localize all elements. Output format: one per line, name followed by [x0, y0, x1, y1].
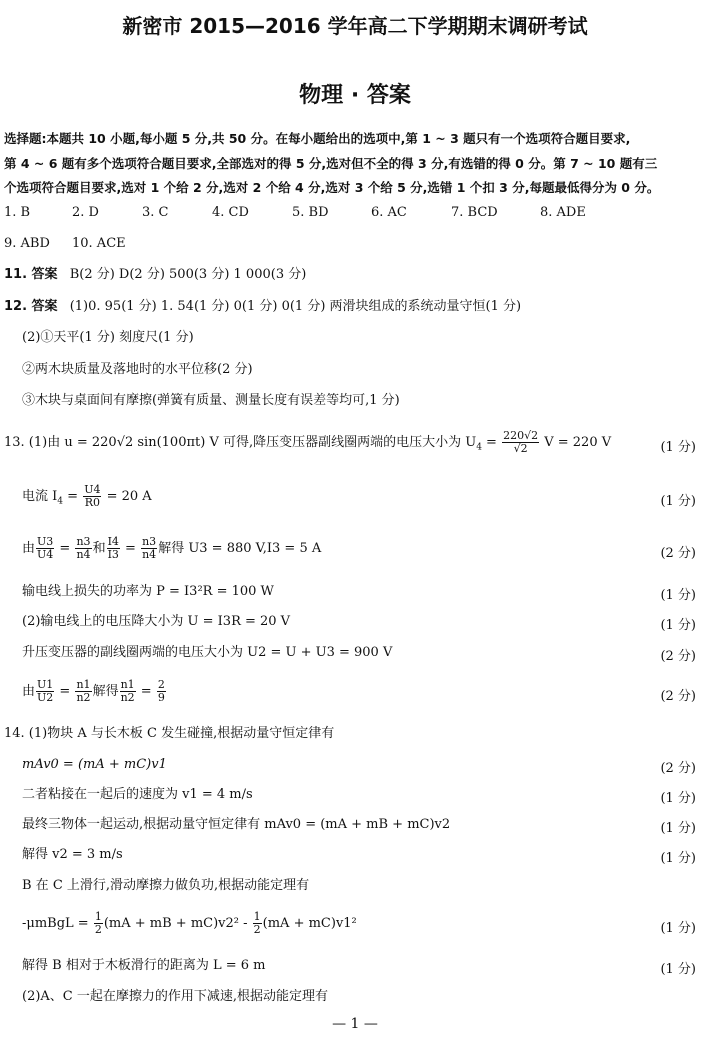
fraction: $\frac{2}{9}$ [157, 678, 165, 704]
fraction: $\frac{1}{2}$ [94, 910, 102, 936]
q11-label: 11. 答案 [4, 267, 58, 282]
mc-answer: 3. C [142, 205, 169, 220]
fraction: $\frac{n1}{n2}$ [120, 678, 135, 704]
points: (1 分) [660, 791, 696, 806]
q12-text: (1)0. 95(1 分) 1. 54(1 分) 0(1 分) 0(1 分) 两滑块组成的系统动量守恒(1 分) [69, 299, 522, 314]
q14-line-2: mAv0 = (mA + mC)v1 [22, 757, 167, 772]
mc-answer: 10. ACE [72, 236, 126, 251]
q14-line-3: 二者粘接在一起后的速度为 v1 = 4 m/s [22, 787, 253, 802]
q12-answer [4, 299, 521, 315]
q13-line-3: 由 $\frac{U3}{U4}$ = $\frac{n3}{n4}$ 和 $\frac{I4}{I3}$ = $\frac{n3}{n4}$ 解得 U3 = 880 V,I3 = 5 A [22, 535, 322, 561]
q13-line-4: 输电线上损失的功率为 P = I3²R = 100 W [22, 584, 274, 599]
points: (2 分) [660, 761, 696, 776]
points: (1 分) [660, 851, 696, 866]
fraction: $\frac{1}{2}$ [253, 910, 261, 936]
q14-line-6: B 在 C 上滑行,滑动摩擦力做负功,根据动能定理有 [22, 878, 310, 893]
fraction: $\frac{n1}{n2}$ [76, 678, 91, 704]
fraction: $\frac{n3}{n4}$ [142, 535, 157, 561]
mc-intro-line-2: 第 4 ~ 6 题有多个选项符合题目要求,全部选对的得 5 分,选对但不全的得 3 分,有选错的得 0 分。第 7 ~ 10 题有三 [4, 156, 658, 171]
q13-line-1: 13. (1)由 u = 220√2 sin(100πt) V 可得,降压变压器副线圈两端的电压大小为 $U_4$ = $\frac{220√2}{√2}$ V = 220 V [4, 429, 612, 455]
q14-line-5: 解得 v2 = 3 m/s [22, 847, 123, 862]
fraction: $\frac{n3}{n4}$ [76, 535, 91, 561]
q12-line-2: (2)①天平(1 分) 刻度尺(1 分) [22, 330, 194, 345]
points: (1 分) [660, 821, 696, 836]
points: (1 分) [660, 921, 696, 936]
q13-line-6: 升压变压器的副线圈两端的电压大小为 U2 = U + U3 = 900 V [22, 645, 393, 660]
points: (1 分) [660, 494, 696, 509]
q14-line-7: -μmBgL = $\frac{1}{2}$ (mA + mB + mC)v2² - $\frac{1}{2}$ (mA + mC)v1² [22, 910, 357, 936]
q12-line-3: ②两木块质量及落地时的水平位移(2 分) [22, 362, 253, 377]
q11-answer [4, 267, 306, 283]
mc-answer: 4. CD [212, 205, 249, 220]
mc-intro-line-1: 选择题:本题共 10 小题,每小题 5 分,共 50 分。在每小题给出的选项中,第 1 ~ 3 题只有一个选项符合题目要求, [4, 131, 631, 146]
points: (1 分) [660, 588, 696, 603]
page-number: — 1 — [332, 1016, 378, 1032]
q13-line-7: 由 $\frac{U1}{U2}$ = $\frac{n1}{n2}$ 解得 $\frac{n1}{n2}$ = $\frac{2}{9}$ [22, 678, 165, 704]
q13-line-5: (2)输电线上的电压降大小为 U = I3R = 20 V [22, 614, 291, 629]
q11-text: B(2 分) D(2 分) 500(3 分) 1 000(3 分) [69, 267, 307, 282]
mc-answer: 8. ADE [540, 205, 586, 220]
q14-line-4: 最终三物体一起运动,根据动量守恒定律有 mAv0 = (mA + mB + mC)v2 [22, 817, 451, 832]
mc-answer: 7. BCD [451, 205, 498, 220]
mc-answer: 6. AC [371, 205, 407, 220]
fraction: $\frac{220√2}{√2}$ [503, 429, 539, 455]
q13-line-2: 电流 $I_4$ = $\frac{U4}{R0}$ = 20 A [22, 483, 152, 509]
fraction: $\frac{U3}{U4}$ [37, 535, 54, 561]
q12-line-4: ③木块与桌面间有摩擦(弹簧有质量、测量长度有误差等均可,1 分) [22, 393, 400, 408]
q14-line-1: 14. (1)物块 A 与长木板 C 发生碰撞,根据动量守恒定律有 [4, 726, 335, 741]
mc-intro-line-3: 个选项符合题目要求,选对 1 个给 2 分,选对 2 个给 4 分,选对 3 个给 5 分,选错 1 个扣 3 分,每题最低得分为 0 分。 [4, 180, 660, 195]
mc-answer: 1. B [4, 205, 31, 220]
mc-answer: 9. ABD [4, 236, 50, 251]
fraction: $\frac{U1}{U2}$ [37, 678, 54, 704]
points: (1 分) [660, 618, 696, 633]
page-title: 新密市 2015—2016 学年高二下学期期末调研考试 [122, 14, 588, 38]
points: (2 分) [660, 546, 696, 561]
points: (1 分) [660, 440, 696, 455]
fraction: $\frac{I4}{I3}$ [107, 535, 119, 561]
q12-label: 12. 答案 [4, 299, 58, 314]
page-subtitle: 物理 · 答案 [299, 83, 411, 108]
points: (2 分) [660, 649, 696, 664]
points: (2 分) [660, 689, 696, 704]
q14-line-8: 解得 B 相对于木板滑行的距离为 L = 6 m [22, 958, 266, 973]
points: (1 分) [660, 962, 696, 977]
q14-line-9: (2)A、C 一起在摩擦力的作用下减速,根据动能定理有 [22, 989, 329, 1004]
mc-answer: 5. BD [292, 205, 329, 220]
fraction: $\frac{U4}{R0}$ [84, 483, 101, 509]
mc-answer: 2. D [72, 205, 99, 220]
